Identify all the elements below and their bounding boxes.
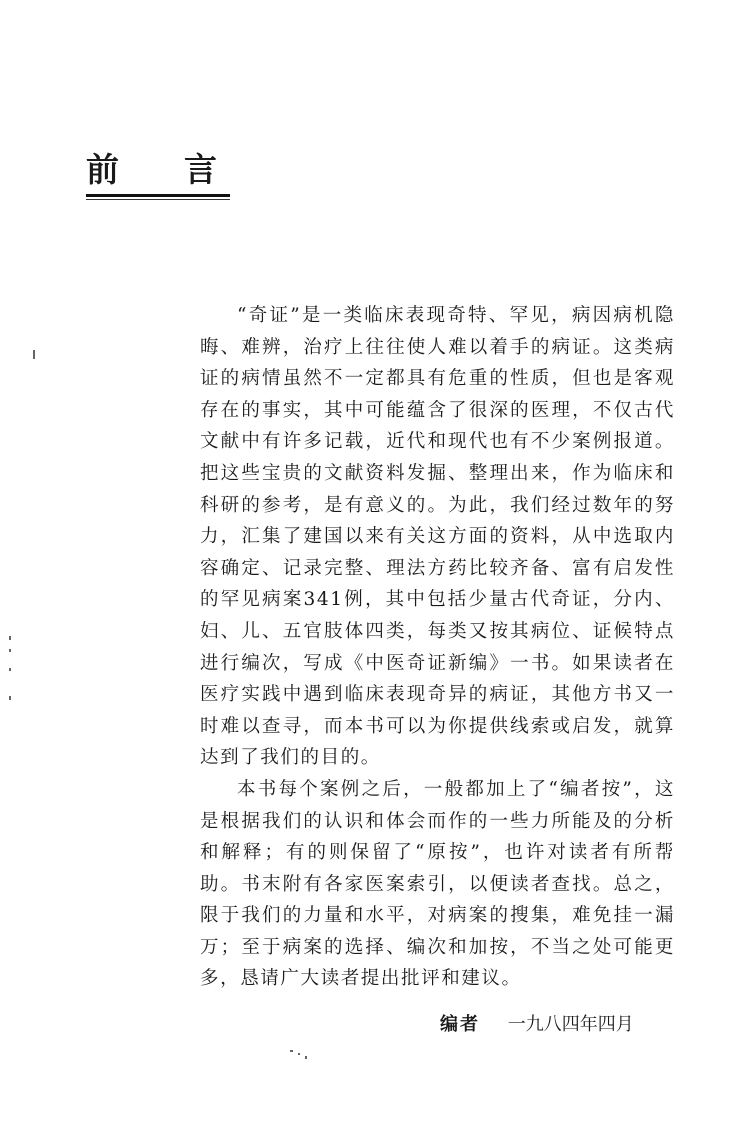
title-char-yan: 言 [184,150,217,189]
signature-date: 一九八四年四月 [507,1014,634,1035]
preface-body [200,300,675,995]
paragraph-1: “奇证”是一类临床表现奇特、罕见，病因病机隐晦、难辨，治疗上往往使人难以着手的病证。这类病证的病情虽然不一定都具有危重的性质，但也是客观存在的事实，其中可能蕴含了很深的医理，不仅古代文献中有许多记载，近代和现代也有不少案例报道。把这些宝贵的文献资料发掘、整理出来，作为临床和科研的参考，是有意义的。为此，我们经过数年的努力，汇集了建国以来有关这方面的资料，从中选取内容确定、记录完整、理法方药比较齐备、富有启发性的罕见病案341例，其中包括少量古代奇证，分内、妇、儿、五官肢体四类，每类又按其病位、证候特点进行编次，写成《中医奇证新编》一书。如果读者在医疗实践中遇到临床表现奇异的病证，其他方书又一时难以查寻，而本书可以为你提供线索或启发，就算达到了我们的目的。 [200,305,675,769]
signature-author: 编者 [440,1014,480,1035]
title-char-qian: 前 [86,150,119,189]
scan-speck [33,350,35,359]
scan-speck [9,668,11,671]
scan-speck [290,1050,293,1052]
paragraph-2: 本书每个案例之后，一般都加上了“编者按”，这是根据我们的认识和体会而作的一些力所能及的分析和解释；有的则保留了“原按”，也许对读者有所帮助。书末附有各家医案索引，以便读者查找。总之，限于我们的力量和水平，对病案的搜集，难免挂一漏万；至于病案的选择、编次和加按，不当之处可能更多，恳请广大读者提出批评和建议。 [200,778,675,990]
signature-line [440,1012,634,1038]
scan-speck [9,649,11,652]
scan-speck [298,1053,300,1055]
scan-speck [9,636,11,640]
scan-speck [305,1056,307,1059]
scan-speck [9,696,11,700]
title-underline-thin [86,199,230,200]
title-underline [86,194,230,197]
